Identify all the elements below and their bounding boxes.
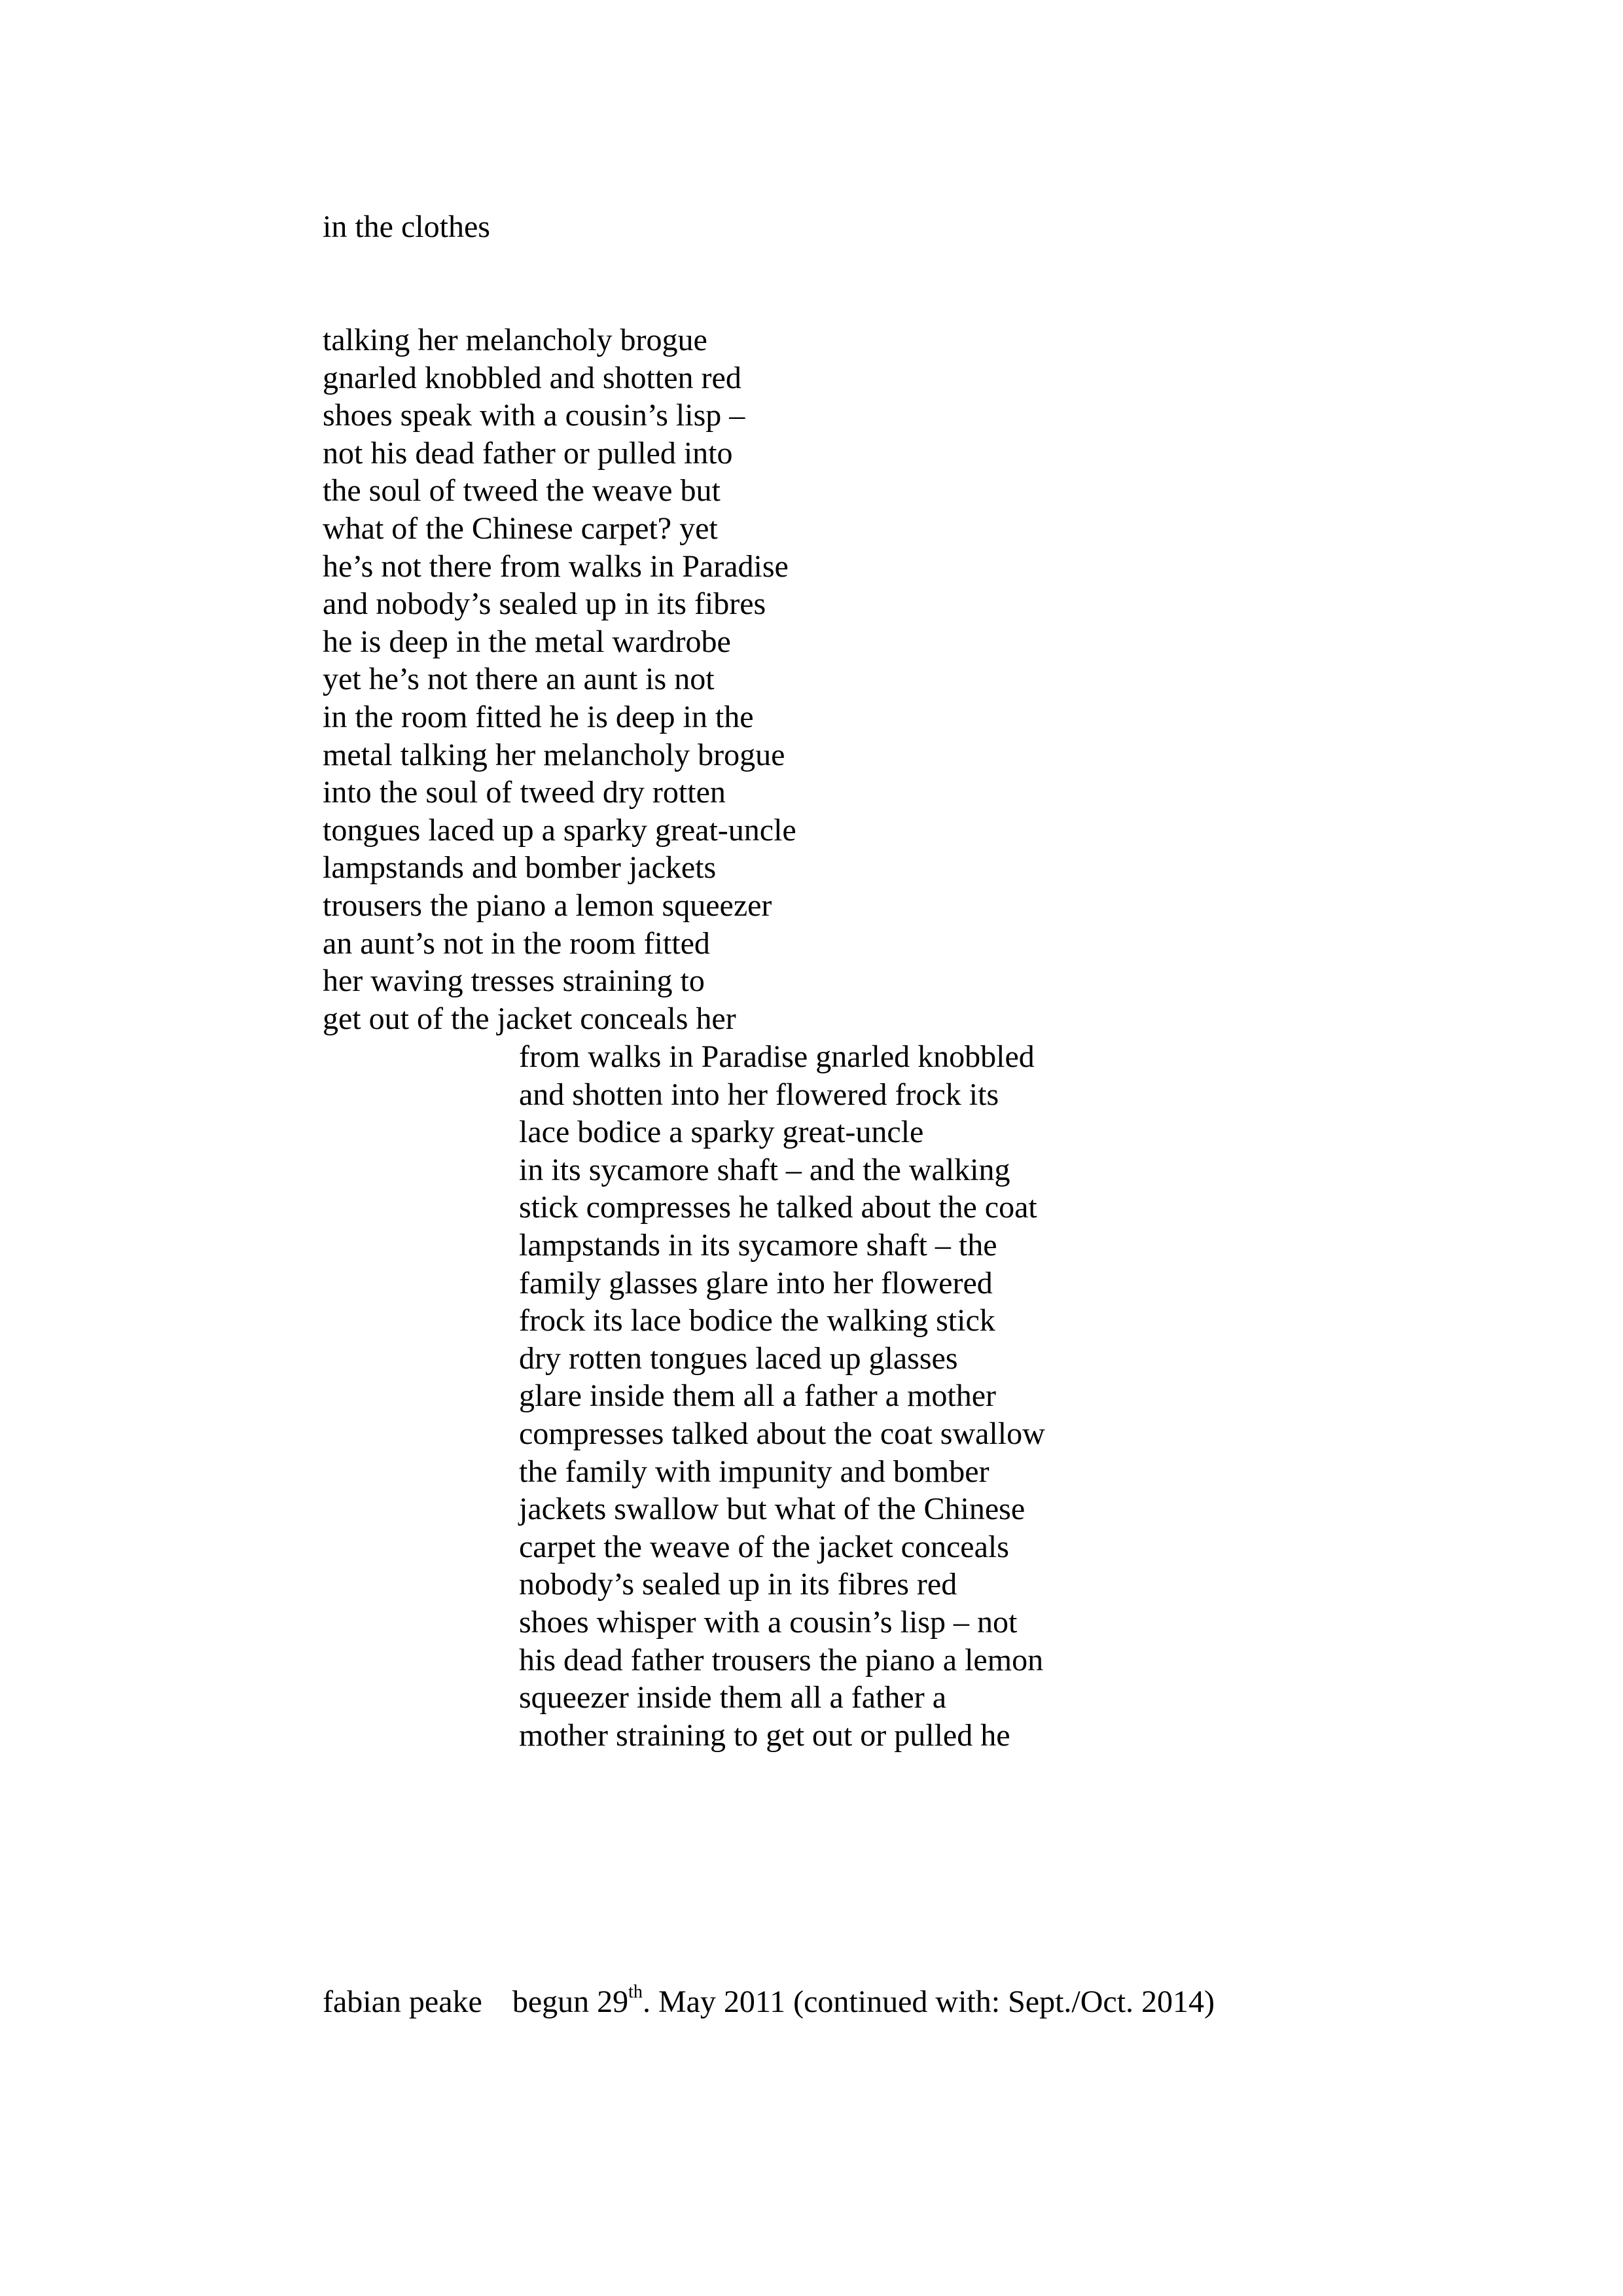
poem-line: into the soul of tweed dry rotten [323, 775, 726, 810]
poem-line: the soul of tweed the weave but [323, 473, 721, 509]
date-suffix: . May 2011 (continued with: Sept./Oct. 2014) [642, 1984, 1215, 2019]
poem-line: squeezer inside them all a father a [519, 1680, 947, 1715]
poem-line: her waving tresses straining to [323, 963, 705, 999]
poem-line: in the room fitted he is deep in the [323, 699, 754, 734]
poem-line: he is deep in the metal wardrobe [323, 624, 731, 659]
poem-line: he’s not there from walks in Paradise [323, 548, 789, 584]
poem-title: in the clothes [323, 209, 490, 244]
poem-line: lace bodice a sparky great-uncle [519, 1115, 924, 1150]
poem-line: an aunt’s not in the room fitted [323, 925, 710, 961]
poem-line: get out of the jacket conceals her [323, 1001, 736, 1036]
poem-line: not his dead father or pulled into [323, 435, 733, 471]
poem-line: carpet the weave of the jacket conceals [519, 1529, 1009, 1564]
poem-line: gnarled knobbled and shotten red [323, 360, 741, 395]
poem-stanza-1 [323, 321, 796, 1037]
poem-line: the family with impunity and bomber [519, 1454, 990, 1489]
author-name: fabian peake [323, 1984, 482, 2019]
poem-line: shoes whisper with a cousin’s lisp – not [519, 1604, 1018, 1640]
poem-line: yet he’s not there an aunt is not [323, 662, 715, 697]
poem-line: his dead father trousers the piano a lemon [519, 1642, 1044, 1677]
poem-line: family glasses glare into her flowered [519, 1265, 993, 1300]
poem-line: mother straining to get out or pulled he [519, 1717, 1010, 1753]
poem-line: dry rotten tongues laced up glasses [519, 1340, 958, 1376]
poem-line: lampstands in its sycamore shaft – the [519, 1227, 997, 1263]
poem-line: compresses talked about the coat swallow [519, 1416, 1045, 1451]
date-prefix: begun 29 [512, 1984, 629, 2019]
poem-line: nobody’s sealed up in its fibres red [519, 1567, 957, 1602]
poem-line: stick compresses he talked about the coat [519, 1190, 1037, 1225]
footer-attribution [323, 1983, 1215, 2021]
poem-line: jackets swallow but what of the Chinese [519, 1492, 1026, 1527]
poem-line: what of the Chinese carpet? yet [323, 511, 718, 546]
poem-line: frock its lace bodice the walking stick [519, 1303, 995, 1338]
poem-line: shoes speak with a cousin’s lisp – [323, 398, 745, 433]
poem-line: from walks in Paradise gnarled knobbled [519, 1039, 1035, 1074]
poem-line: and shotten into her flowered frock its [519, 1077, 999, 1112]
poem-line: tongues laced up a sparky great-uncle [323, 812, 796, 848]
poem-line: metal talking her melancholy brogue [323, 737, 785, 772]
poem-stanza-2 [519, 1038, 1045, 1754]
poem-line: trousers the piano a lemon squeezer [323, 888, 772, 923]
poem-line: lampstands and bomber jackets [323, 850, 717, 886]
poem-line: talking her melancholy brogue [323, 323, 707, 357]
date-superscript: th [628, 1982, 643, 2002]
poem-line: glare inside them all a father a mother [519, 1378, 997, 1414]
poem-line: in its sycamore shaft – and the walking [519, 1152, 1010, 1187]
poem-line: and nobody’s sealed up in its fibres [323, 586, 766, 622]
